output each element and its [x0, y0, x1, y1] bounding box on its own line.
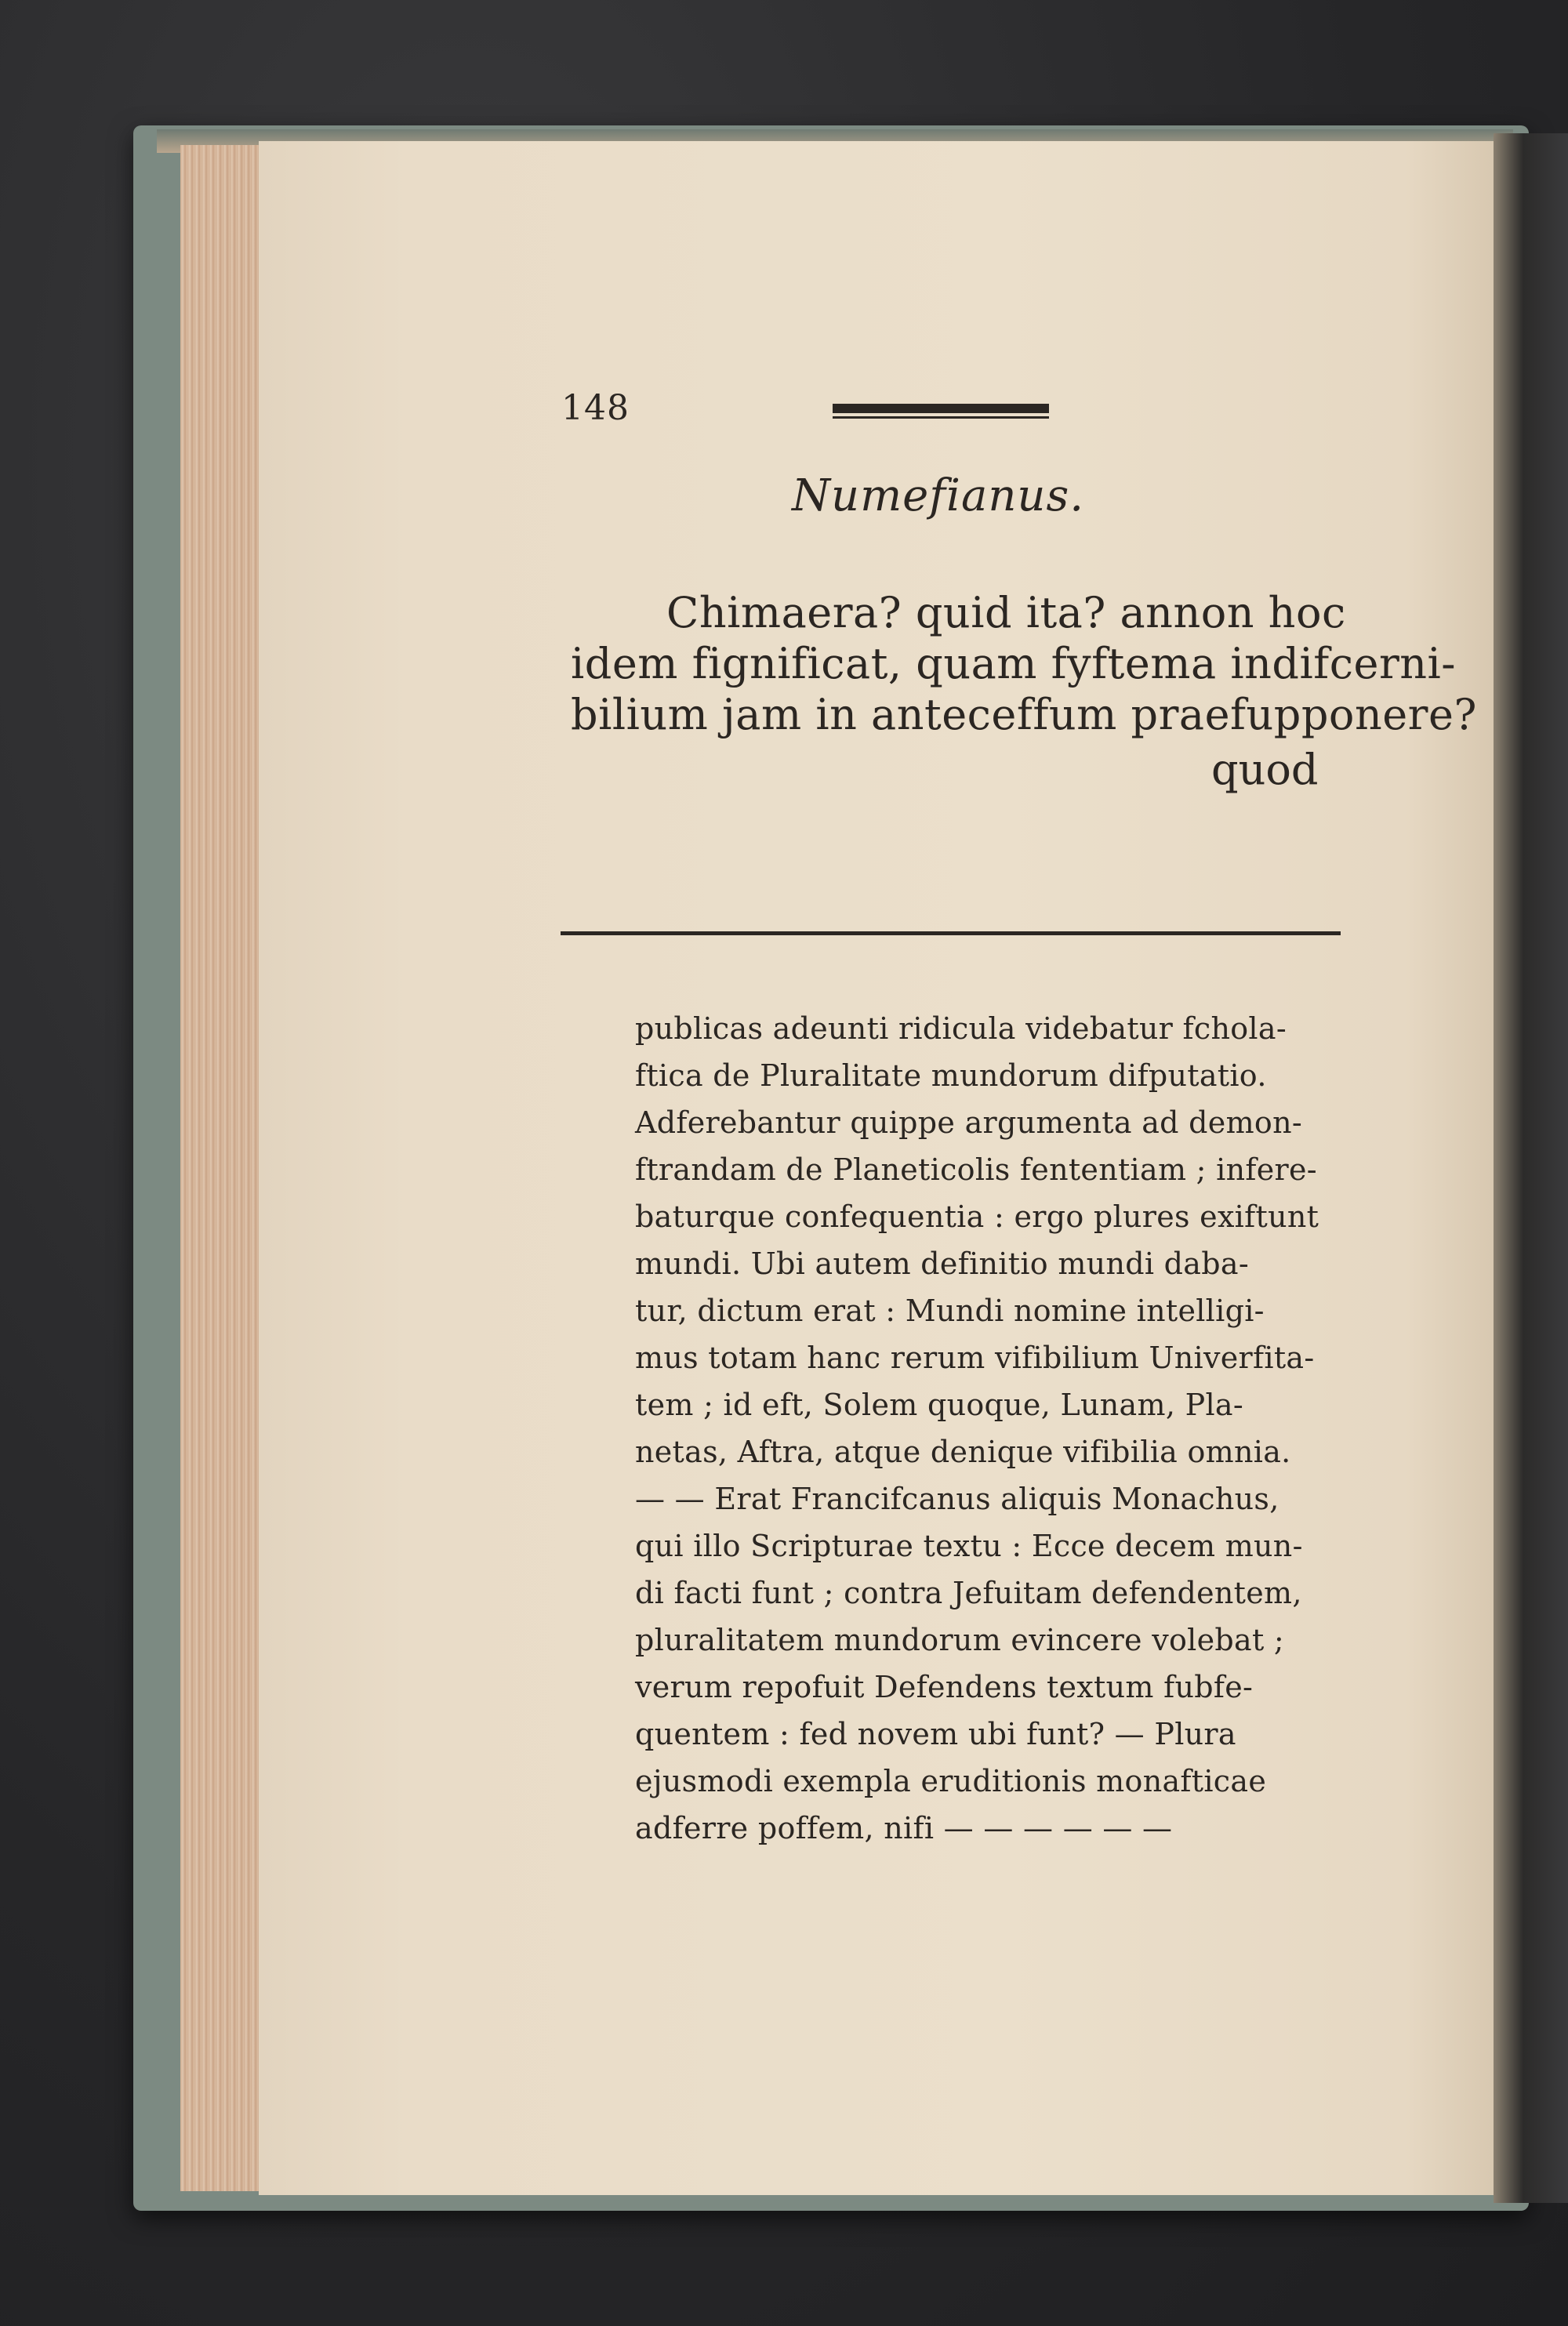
- main-text-line: Chimaera? quid ita? annon hoc: [666, 588, 1346, 637]
- footnote-line: — — Erat Francifcanus aliquis Monachus,: [635, 1482, 1279, 1516]
- footnote-line: tur, dictum erat : Mundi nomine intelligi-: [635, 1294, 1265, 1328]
- footnote-line: Adferebantur quippe argumenta ad demon-: [635, 1105, 1303, 1140]
- footnote-line: mundi. Ubi autem definitio mundi daba-: [635, 1246, 1249, 1281]
- footnote-line: tem ; id eft, Solem quoque, Lunam, Pla-: [635, 1388, 1244, 1422]
- footnote-line: netas, Aftra, atque denique vifibilia omnia.: [635, 1435, 1291, 1469]
- footnote-line: mus totam hanc rerum vifibilium Univerfita-: [635, 1341, 1315, 1375]
- footnote-rule: [561, 931, 1341, 935]
- footnote-line: pluralitatem mundorum evincere volebat ;: [635, 1623, 1285, 1657]
- footnote-line: di facti funt ; contra Jefuitam defendentem,: [635, 1576, 1302, 1610]
- main-text-line: idem fignificat, quam fyftema indifcerni-: [571, 639, 1457, 688]
- running-title: Numefianus.: [792, 470, 1085, 521]
- footnote-line: adferre poffem, nifi — — — — — —: [635, 1811, 1173, 1845]
- footnote-line: quentem : fed novem ubi funt? — Plura: [635, 1717, 1236, 1751]
- footnote-line: verum repofuit Defendens textum fubfe-: [635, 1670, 1254, 1704]
- catchword: quod: [1211, 745, 1319, 794]
- main-text-line: bilium jam in anteceffum praefupponere?: [571, 690, 1477, 739]
- footnote-line: ftica de Pluralitate mundorum difputatio.: [635, 1058, 1267, 1093]
- page-number: 148: [561, 388, 630, 428]
- header-rule: [833, 404, 1049, 413]
- footnote-line: baturque confequentia : ergo plures exiftunt: [635, 1199, 1319, 1234]
- footnote-line: qui illo Scripturae textu : Ecce decem mun-: [635, 1529, 1303, 1563]
- footnote-line: ejusmodi exempla eruditionis monafticae: [635, 1764, 1267, 1798]
- book-gutter: [1494, 133, 1568, 2203]
- footnote-line: ftrandam de Planeticolis fententiam ; infere-: [635, 1152, 1317, 1187]
- footnote-line: publicas adeunti ridicula videbatur fchola-: [635, 1011, 1287, 1046]
